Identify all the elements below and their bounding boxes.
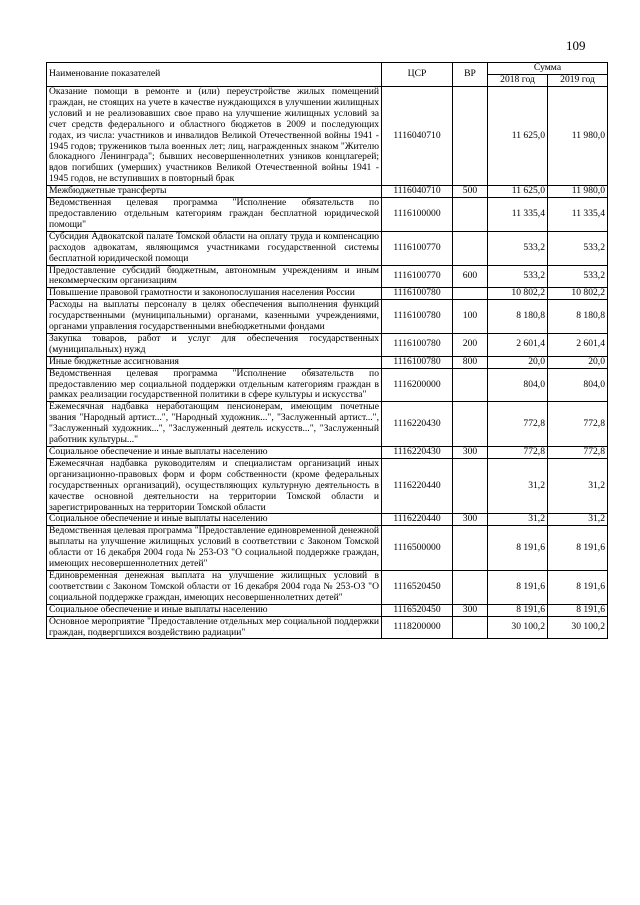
row-2019-cell: 30 100,2 <box>548 616 608 639</box>
row-2018-cell: 2 601,4 <box>488 333 548 356</box>
header-csr: ЦСР <box>382 63 453 87</box>
table-row <box>47 231 608 265</box>
row-2018-cell: 31,2 <box>488 514 548 526</box>
header-row <box>47 63 608 75</box>
row-vr-cell <box>453 526 488 571</box>
row-csr-cell: 1116100780 <box>382 356 453 368</box>
row-name-cell: Предоставление субсидий бюджетным, автономным учреждениям и иным некоммерческим организациям <box>47 265 382 288</box>
row-name-cell: Социальное обеспечение и иные выплаты населению <box>47 447 382 459</box>
row-name-cell: Единовременная денежная выплата на улучшение жилищных условий в соответствии с Законом Томской области от 16 декабря 2004 года № 253-ОЗ "О социальной поддержке граждан, имеющих несовершеннолетних детей" <box>47 570 382 604</box>
row-vr-cell <box>453 231 488 265</box>
row-csr-cell: 1116100780 <box>382 288 453 300</box>
row-vr-cell: 300 <box>453 514 488 526</box>
header-year-2018: 2018 год <box>488 75 548 87</box>
row-2019-cell: 8 191,6 <box>548 526 608 571</box>
table-row <box>47 604 608 616</box>
row-csr-cell: 1116500000 <box>382 526 453 571</box>
row-vr-cell: 500 <box>453 186 488 198</box>
row-2018-cell: 8 191,6 <box>488 604 548 616</box>
row-2018-cell: 11 335,4 <box>488 198 548 232</box>
row-2019-cell: 11 980,0 <box>548 186 608 198</box>
header-vr: ВР <box>453 63 488 87</box>
row-2018-cell: 11 625,0 <box>488 186 548 198</box>
page-number: 109 <box>566 38 586 53</box>
row-name-cell: Межбюджетные трансферты <box>47 186 382 198</box>
row-vr-cell <box>453 87 488 186</box>
row-csr-cell: 1116100780 <box>382 333 453 356</box>
row-2018-cell: 804,0 <box>488 368 548 402</box>
row-2019-cell: 8 180,8 <box>548 300 608 334</box>
table-row <box>47 87 608 186</box>
row-name-cell: Расходы на выплаты персоналу в целях обеспечения выполнения функций государственными (муниципальными) органами, казенными учреждениями, органами управления государственными внебюджетными фондами <box>47 300 382 334</box>
row-name-cell: Ведомственная целевая программа "Исполнение обязательств по предоставлению мер социальной поддержки отдельным категориям граждан в рамках реализации государственной политики в сфере культуры и искусства" <box>47 368 382 402</box>
row-2018-cell: 8 191,6 <box>488 570 548 604</box>
table-row <box>47 333 608 356</box>
row-vr-cell <box>453 198 488 232</box>
row-2018-cell: 20,0 <box>488 356 548 368</box>
row-vr-cell: 100 <box>453 300 488 334</box>
row-csr-cell: 1116520450 <box>382 604 453 616</box>
budget-table <box>46 62 608 639</box>
row-name-cell: Повышение правовой грамотности и законопослушания населения России <box>47 288 382 300</box>
row-2019-cell: 8 191,6 <box>548 604 608 616</box>
table-row <box>47 514 608 526</box>
row-vr-cell <box>453 402 488 447</box>
row-csr-cell: 1116100000 <box>382 198 453 232</box>
row-2019-cell: 20,0 <box>548 356 608 368</box>
row-vr-cell <box>453 570 488 604</box>
row-2018-cell: 11 625,0 <box>488 87 548 186</box>
row-vr-cell: 200 <box>453 333 488 356</box>
row-csr-cell: 1116100770 <box>382 265 453 288</box>
header-name: Наименование показателей <box>47 63 382 87</box>
row-csr-cell: 1116200000 <box>382 368 453 402</box>
table-row <box>47 570 608 604</box>
row-vr-cell <box>453 368 488 402</box>
row-2019-cell: 11 980,0 <box>548 87 608 186</box>
row-2018-cell: 8 191,6 <box>488 526 548 571</box>
row-2019-cell: 772,8 <box>548 447 608 459</box>
row-2018-cell: 533,2 <box>488 231 548 265</box>
row-2019-cell: 533,2 <box>548 265 608 288</box>
row-csr-cell: 1116520450 <box>382 570 453 604</box>
row-vr-cell <box>453 288 488 300</box>
row-csr-cell: 1116220440 <box>382 514 453 526</box>
row-2019-cell: 11 335,4 <box>548 198 608 232</box>
table-row <box>47 198 608 232</box>
row-csr-cell: 1116100780 <box>382 300 453 334</box>
row-csr-cell: 1116220440 <box>382 458 453 514</box>
row-2018-cell: 30 100,2 <box>488 616 548 639</box>
row-2019-cell: 2 601,4 <box>548 333 608 356</box>
table-row <box>47 526 608 571</box>
row-csr-cell: 1116040710 <box>382 87 453 186</box>
row-name-cell: Ежемесячная надбавка неработающим пенсионерам, имеющим почетные звания "Народный артист...", "Народный художник...", "Заслуженный артист...", "Заслуженный художник...", "Заслуженный деятель искусств...", "Заслуженный работник культуры..." <box>47 402 382 447</box>
row-csr-cell: 1118200000 <box>382 616 453 639</box>
header-year-2019: 2019 год <box>548 75 608 87</box>
row-2019-cell: 8 191,6 <box>548 570 608 604</box>
table-row <box>47 402 608 447</box>
row-vr-cell: 300 <box>453 604 488 616</box>
row-vr-cell: 800 <box>453 356 488 368</box>
table-row <box>47 186 608 198</box>
row-name-cell: Социальное обеспечение и иные выплаты населению <box>47 514 382 526</box>
row-2018-cell: 8 180,8 <box>488 300 548 334</box>
table-row <box>47 356 608 368</box>
row-name-cell: Ежемесячная надбавка руководителям и специалистам организаций иных организационно-правовых форм и форм собственности (кроме федеральных государственных организаций), осуществляющих культурную деятельность в качестве основной деятельности на территории Томской области и зарегистрированных на территории Томской области <box>47 458 382 514</box>
table-row <box>47 447 608 459</box>
row-name-cell: Субсидия Адвокатской палате Томской области на оплату труда и компенсацию расходов адвокатам, являющимся участниками государственной системы бесплатной юридической помощи <box>47 231 382 265</box>
table-row <box>47 368 608 402</box>
row-2018-cell: 533,2 <box>488 265 548 288</box>
row-2018-cell: 772,8 <box>488 447 548 459</box>
table-body <box>47 87 608 639</box>
row-2018-cell: 772,8 <box>488 402 548 447</box>
row-vr-cell: 300 <box>453 447 488 459</box>
row-2019-cell: 772,8 <box>548 402 608 447</box>
row-name-cell: Основное мероприятие "Предоставление отдельных мер социальной поддержки граждан, подвергшихся воздействию радиации" <box>47 616 382 639</box>
table-row <box>47 616 608 639</box>
row-2019-cell: 31,2 <box>548 514 608 526</box>
table-row <box>47 265 608 288</box>
row-name-cell: Ведомственная целевая программа "Предоставление единовременной денежной выплаты на улучшение жилищных условий в соответствии с Законом Томской области от 16 декабря 2004 года № 253-ОЗ "О социальной поддержке граждан, имеющих несовершеннолетних детей" <box>47 526 382 571</box>
row-2018-cell: 10 802,2 <box>488 288 548 300</box>
row-2018-cell: 31,2 <box>488 458 548 514</box>
row-vr-cell <box>453 616 488 639</box>
row-csr-cell: 1116040710 <box>382 186 453 198</box>
row-name-cell: Иные бюджетные ассигнования <box>47 356 382 368</box>
row-2019-cell: 533,2 <box>548 231 608 265</box>
row-name-cell: Закупка товаров, работ и услуг для обеспечения государственных (муниципальных) нужд <box>47 333 382 356</box>
table-row <box>47 288 608 300</box>
row-name-cell: Оказание помощи в ремонте и (или) переустройстве жилых помещений граждан, не стоящих на учете в качестве нуждающихся в улучшении жилищных условий и не реализовавших свое право на улучшение жилищных условий за счет средств федерального и областного бюджетов в 2009 и последующих годах, из числа: участников и инвалидов Великой Отечественной войны 1941 - 1945 годов; тружеников тыла военных лет; лиц, награжденных знаком "Жителю блокадного Ленинграда"; бывших несовершеннолетних узников концлагерей; вдов погибших (умерших) участников Великой Отечественной войны 1941 - 1945 годов, не вступивших в повторный брак <box>47 87 382 186</box>
row-vr-cell: 600 <box>453 265 488 288</box>
header-sum: Сумма <box>488 63 608 75</box>
row-csr-cell: 1116100770 <box>382 231 453 265</box>
row-csr-cell: 1116220430 <box>382 402 453 447</box>
table-row <box>47 458 608 514</box>
row-name-cell: Ведомственная целевая программа "Исполнение обязательств по предоставлению отдельным категориям граждан бесплатной юридической помощи" <box>47 198 382 232</box>
row-name-cell: Социальное обеспечение и иные выплаты населению <box>47 604 382 616</box>
table-row <box>47 300 608 334</box>
row-2019-cell: 10 802,2 <box>548 288 608 300</box>
row-vr-cell <box>453 458 488 514</box>
row-2019-cell: 804,0 <box>548 368 608 402</box>
row-2019-cell: 31,2 <box>548 458 608 514</box>
row-csr-cell: 1116220430 <box>382 447 453 459</box>
